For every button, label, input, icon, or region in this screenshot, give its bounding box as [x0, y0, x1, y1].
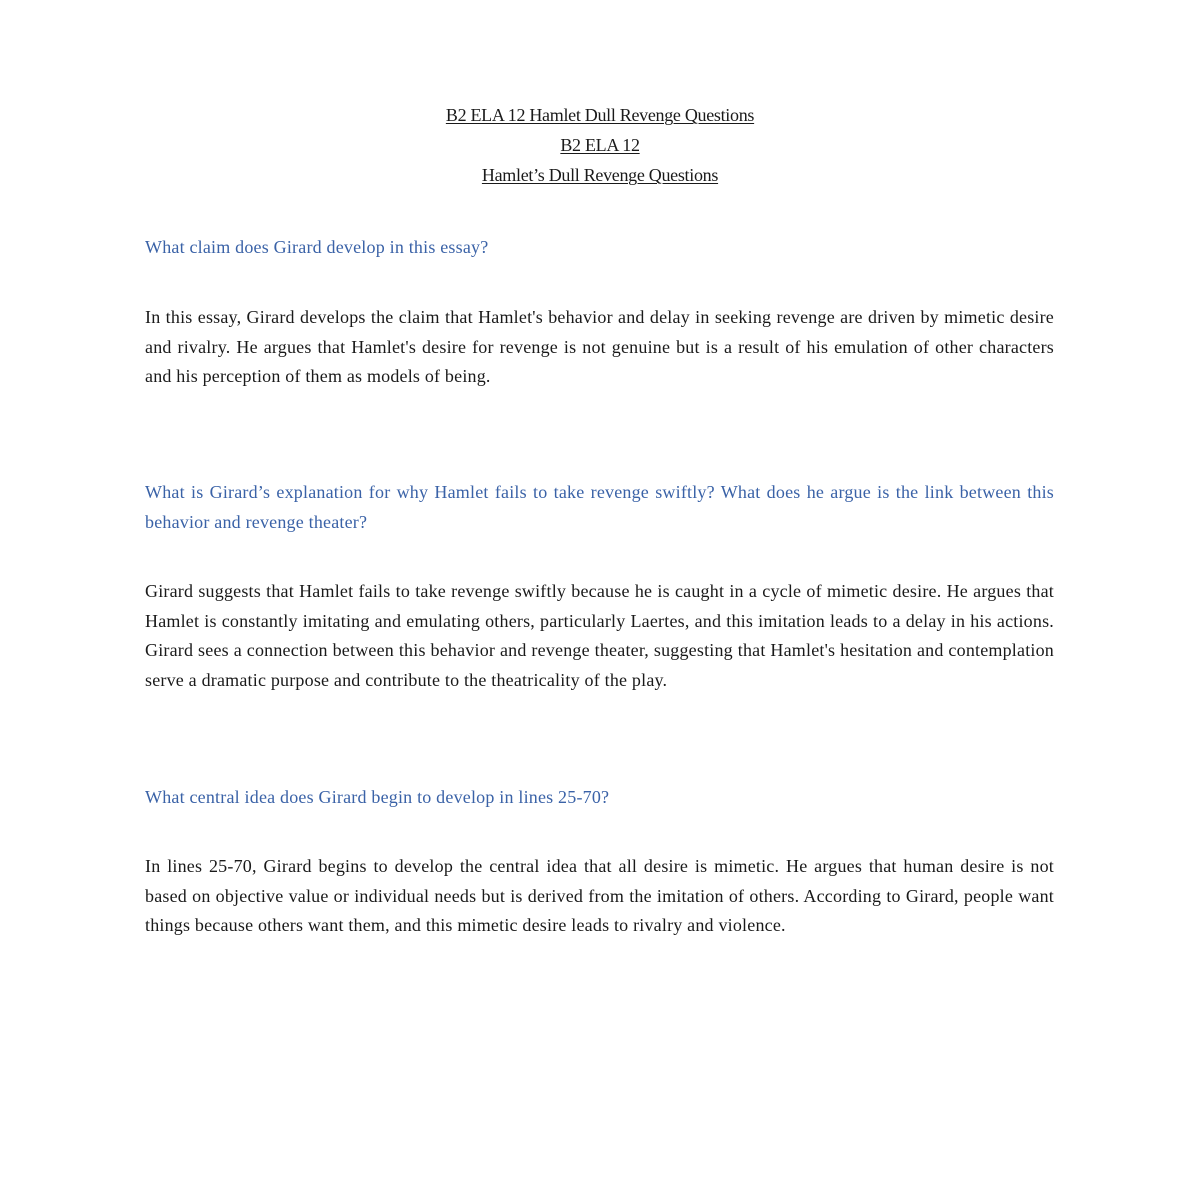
answer-2: Girard suggests that Hamlet fails to take revenge swiftly because he is caught in a cycle of mimetic desire. He argues that Hamlet is constantly imitating and emulating others, particularly Laertes, and this imitation leads to a delay in his actions. Girard sees a connection between this behavior and revenge theater, suggesting that Hamlet's hesitation and contemplation serve a dramatic purpose and contribute to the theatricality of the play. — [145, 581, 1054, 690]
document-header — [0, 100, 1200, 190]
title-line-1 — [0, 100, 1200, 130]
assignment-title: Hamlet’s Dull Revenge Questions — [481, 165, 719, 185]
question-2: What is Girard’s explanation for why Hamlet fails to take revenge swiftly? What does he argue is the link between this behavior and revenge theater? — [145, 482, 1054, 532]
title-line-3 — [0, 160, 1200, 190]
course-name: B2 ELA 12 — [560, 135, 640, 155]
question-3: What central idea does Girard begin to develop in lines 25-70? — [145, 787, 610, 807]
document-title: B2 ELA 12 Hamlet Dull Revenge Questions — [445, 105, 755, 125]
title-line-2 — [0, 130, 1200, 160]
answer-3: In lines 25-70, Girard begins to develop the central idea that all desire is mimetic. He argues that human desire is not based on objective value or individual needs but is derived from the imitation of others. According to Girard, people want things because others want them, and this mimetic desire leads to rivalry and violence. — [145, 856, 1054, 935]
question-1: What claim does Girard develop in this essay? — [145, 237, 489, 257]
answer-1: In this essay, Girard develops the claim that Hamlet's behavior and delay in seeking revenge are driven by mimetic desire and rivalry. He argues that Hamlet's desire for revenge is not genuine but is a result of his emulation of other characters and his perception of them as models of being. — [145, 307, 1054, 386]
